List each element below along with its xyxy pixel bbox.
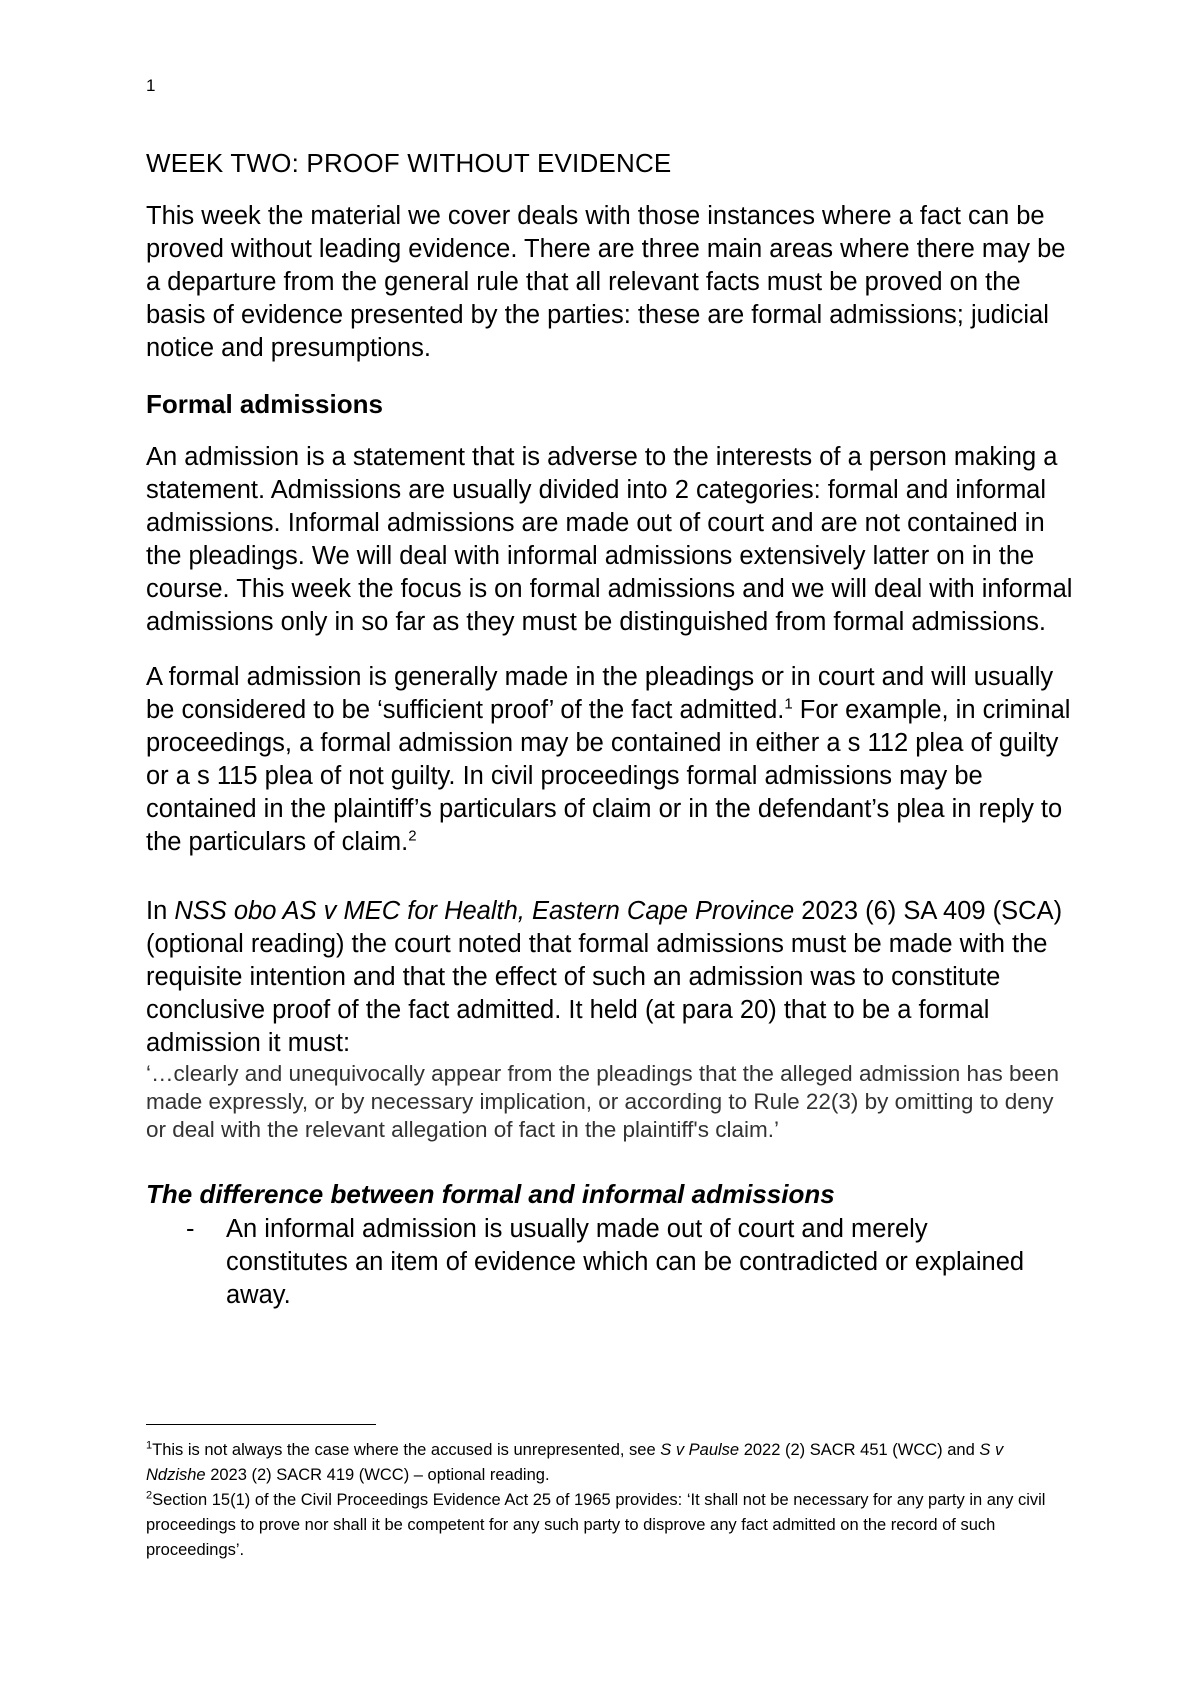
bullet-dash: - <box>186 1215 195 1243</box>
paragraph-2-text-b: For example, in criminal proceedings, a formal admission may be contained in either a s 112 plea of guilty or a s 115 plea of not guilty. In civil proceedings formal admissions may be contained in the plaintiff’s particulars of claim or in the defendant’s plea in reply to the particulars of claim. <box>146 696 1071 856</box>
footnote-1-text-a: This is not always the case where the accused is unrepresented, see <box>152 1441 661 1459</box>
footnote-2 <box>146 1488 1046 1563</box>
paragraph-3-lead: In <box>146 897 175 925</box>
footnote-1-text-c: 2023 (2) SACR 419 (WCC) – optional reading. <box>205 1466 550 1484</box>
section-heading-formal-admissions: Formal admissions <box>146 389 383 419</box>
footnotes <box>146 1438 1046 1563</box>
footnote-reference-1[interactable]: 1 <box>784 695 793 713</box>
case-citation-paulse: S v Paulse <box>660 1441 740 1459</box>
footnote-number-2: 2 <box>146 1489 153 1502</box>
footnote-reference-2[interactable]: 2 <box>408 827 417 845</box>
intro-paragraph: This week the material we cover deals with those instances where a fact can be proved without leading evidence. There are three main areas where there may be a departure from the general rule that all relevant facts must be proved on the basis of evidence presented by the parties: these are formal admissions; judicial notice and presumptions. <box>146 202 1066 362</box>
page-number: 1 <box>146 76 156 95</box>
formal-admissions-paragraph-1: An admission is a statement that is adverse to the interests of a person making a statement. Admissions are usually divided into 2 categories: formal and informal admissions. Informal admissions are made out of court and are not contained in the pleadings. We will deal with informal admissions extensively latter on in the course. This week the focus is on formal admissions and we will deal with informal admissions only in so far as they must be distinguished from formal admissions. <box>146 443 1073 636</box>
case-citation-nss: NSS obo AS v MEC for Health, Eastern Cape Province <box>174 897 795 925</box>
bullet-text: An informal admission is usually made out of court and merely constitutes an item of evidence which can be contradicted or explained away. <box>226 1215 1025 1309</box>
formal-admissions-paragraph-3 <box>146 895 1076 1060</box>
footnote-1 <box>146 1438 1046 1488</box>
paragraph-2-text-a: A formal admission is generally made in the pleadings or in court and will usually be considered to be ‘sufficient proof’ of the fact admitted. <box>146 663 1054 724</box>
formal-admissions-paragraph-2 <box>146 661 1076 859</box>
footnote-separator <box>146 1424 376 1425</box>
quoted-passage: ‘…clearly and unequivocally appear from the pleadings that the alleged admission has been made expressly, or by necessary implication, or according to Rule 22(3) by omitting to deny or deal with the relevant allegation of fact in the plaintiff's claim.’ <box>146 1061 1060 1142</box>
footnote-2-text: Section 15(1) of the Civil Proceedings Evidence Act 25 of 1965 provides: ‘It shall not be necessary for any party in any civil proceedings to prove nor shall it be competent for any such party to disprove any fact admitted on the record of such proceedings’. <box>146 1491 1046 1559</box>
footnote-1-text-b: 2022 (2) SACR 451 (WCC) and <box>739 1441 980 1459</box>
page-title: WEEK TWO: PROOF WITHOUT EVIDENCE <box>146 148 672 178</box>
sub-heading-difference: The difference between formal and informal admissions <box>146 1179 835 1209</box>
page-content <box>146 146 1076 1312</box>
case-citation-ndzishe: S v Ndzishe <box>146 1441 1004 1484</box>
paragraph-3-rest: 2023 (6) SA 409 (SCA) (optional reading) the court noted that formal admissions must be made with the requisite intention and that the effect of such an admission was to constitute conclusive proof of the fact admitted. It held (at para 20) that to be a formal admission it must: <box>146 897 1063 1057</box>
list-item <box>146 1213 1076 1312</box>
footnote-number-1: 1 <box>146 1439 153 1452</box>
